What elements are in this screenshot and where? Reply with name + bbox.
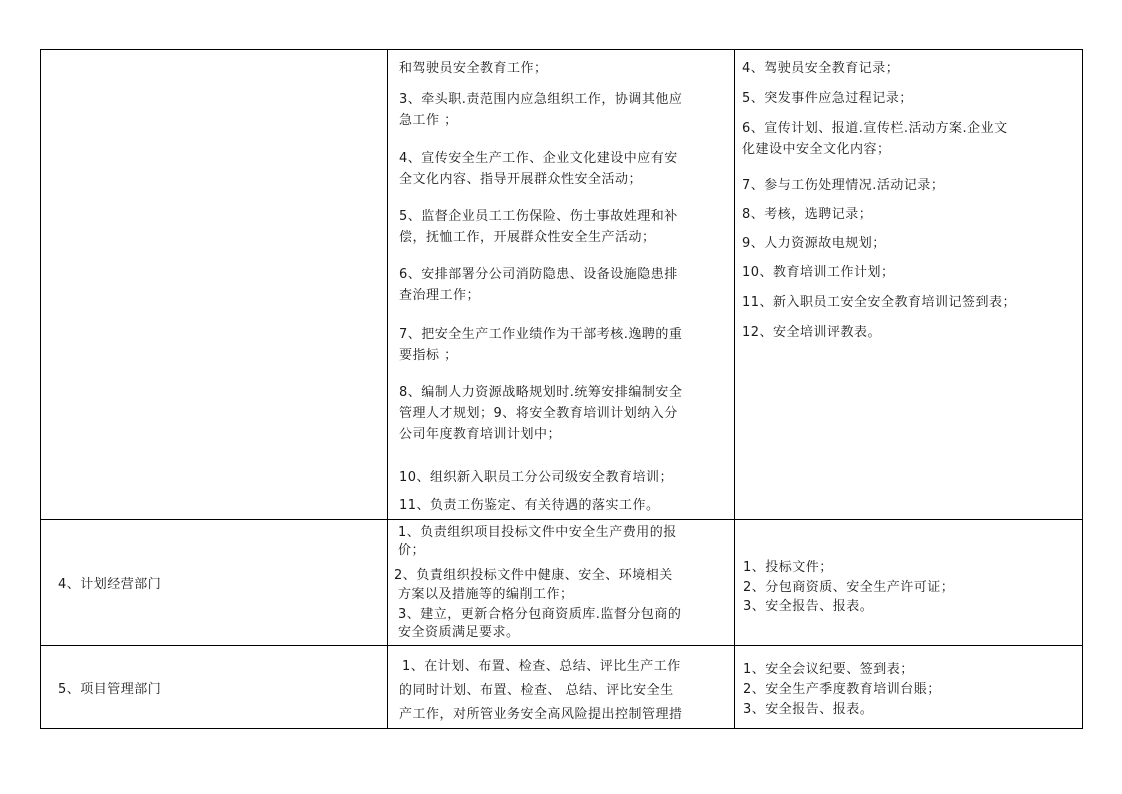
record-line: 2、分包商资质、安全生产许可证； [743,580,955,595]
department-name: 5、项目管理部门 [58,681,162,697]
record-line: 6、宣传计划、报道.宣传栏.活动方案.企业文 [742,121,1008,136]
duty-line: 的同时计划、布置、检查、 总结、评比安全生 [399,683,674,698]
records-cell [735,520,1083,646]
duty-line: 11、负责工伤鉴定、有关待遇的落实工作。 [399,498,660,513]
table-row [41,646,1083,729]
record-line: 1、投标文件； [743,560,833,575]
record-line: 12、安全培训评教表。 [742,325,882,340]
duties-cell [388,520,735,646]
record-line: 5、突发事件应急过程记录； [742,91,913,106]
duty-line: 1、负责组织项目投标文件中安全生产费用的报 [398,525,677,540]
duty-line: 产工作，对所管业务安全高风险提出控制管理措 [399,707,683,722]
duty-line: 要指标 ； [399,348,458,363]
duties-cell [388,50,735,520]
duty-line: 5、监督企业员工工伤保险、伤士事故姓理和补 [399,209,678,224]
department-cell [41,520,388,646]
duty-line: 7、把安全生产工作业绩作为干部考核.逸聘的重 [399,327,683,342]
duty-line: 3、建立，更新合格分包商资质库.监督分包商的 [398,607,682,622]
duty-line: 偿，抚恤工作，开展群众性安全生产活动； [399,230,656,245]
duty-line: 管理人才规划；9、将安全教育培训计划纳入分 [399,406,678,421]
duty-line: 查治理工作； [399,288,481,303]
record-line: 10、教育培训工作计划； [742,265,895,280]
duty-line: 公司年度教育培训计划中； [399,427,562,442]
table-row [41,50,1083,520]
duty-line: 3、牵头职.责范围内应急组织工作，协调其他应 [399,92,683,107]
record-line: 3、安全报告、报表。 [743,702,874,717]
record-line: 7、参与工伤处理情况.活动记录； [742,178,945,193]
responsibility-table [40,49,1083,729]
duty-line: 价； [398,543,426,558]
duty-line: 8、编制人力资源战略规划时.统筹安排编制安全 [399,385,683,400]
record-line: 3、安全报告、报表。 [743,599,874,614]
record-line: 化建设中安全文化内容； [742,142,891,157]
duty-line: 和驾驶员安全教育工作； [399,61,548,76]
duty-line: 4、宣传安全生产工作、企业文化建设中应有安 [399,151,678,166]
duty-line: 急工作 ； [399,113,458,128]
department-cell [41,50,388,520]
records-cell [735,50,1083,520]
duty-line: 6、安排部署分公司消防隐患、设备设施隐患排 [399,267,678,282]
record-line: 1、安全会议纪要、签到表； [743,662,914,677]
record-line: 11、新入职员工安全安全教育培训记签到表； [742,295,1017,310]
record-line: 9、人力资源故电规划； [742,236,886,251]
table-row [41,520,1083,646]
duty-line: 安全资质满足要求。 [398,625,520,640]
duty-line: 10、组织新入职员工分公司级安全教育培训； [399,470,674,485]
duty-line: 方案以及措施等的编削工作； [398,587,574,602]
duty-line: 2、负責组织投标文件中健康、安全、环境相关 [394,568,673,583]
record-line: 8、考核，选聘记录； [742,207,873,222]
duties-cell [388,646,735,729]
record-line: 4、驾驶员安全教育记录； [742,61,900,76]
duty-line: 1、在计划、布置、检查、总结、评比生产工作 [402,659,681,674]
department-cell [41,646,388,729]
duty-line: 全文化内容、指导开展群众性安全活动； [399,172,643,187]
department-name: 4、计划经营部门 [58,577,162,592]
records-cell [735,646,1083,729]
record-line: 2、安全生产季度教育培训台賬； [743,682,941,697]
